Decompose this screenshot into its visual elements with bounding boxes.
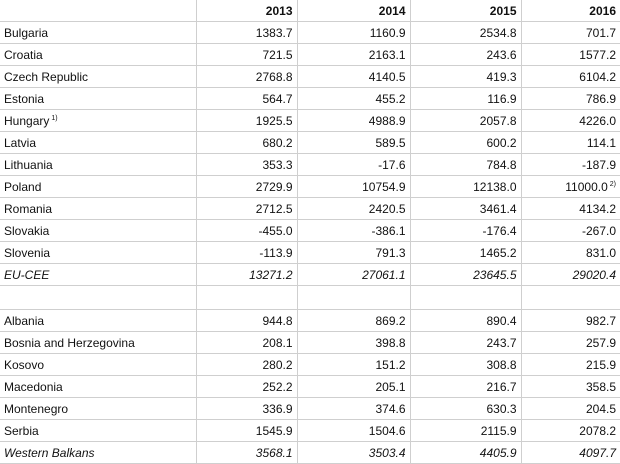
- table-row: [0, 220, 620, 242]
- country-name-cell: [0, 110, 196, 132]
- total-row-eu-cee: [0, 264, 620, 286]
- value-text: 11000.0: [565, 179, 608, 194]
- value-cell: 257.9: [521, 332, 620, 354]
- value-cell: 701.7: [521, 22, 620, 44]
- value-cell: 786.9: [521, 88, 620, 110]
- value-cell: 12138.0: [410, 176, 521, 198]
- total-value-cell: 13271.2: [196, 264, 297, 286]
- value-cell: 208.1: [196, 332, 297, 354]
- table-row: [0, 110, 620, 132]
- country-name: Albania: [0, 310, 196, 332]
- value-cell: 564.7: [196, 88, 297, 110]
- value-cell: 4140.5: [297, 66, 410, 88]
- table-row: [0, 88, 620, 110]
- value-cell: 680.2: [196, 132, 297, 154]
- value-cell: 243.6: [410, 44, 521, 66]
- country-name: Bulgaria: [0, 22, 196, 44]
- value-cell: 215.9: [521, 354, 620, 376]
- total-label: Western Balkans: [0, 442, 196, 464]
- value-cell: 243.7: [410, 332, 521, 354]
- value-cell: -176.4: [410, 220, 521, 242]
- value-cell: 280.2: [196, 354, 297, 376]
- total-value-cell: 27061.1: [297, 264, 410, 286]
- table-body: [0, 22, 620, 464]
- value-cell: 2057.8: [410, 110, 521, 132]
- table-row: [0, 132, 620, 154]
- year-header-2016: 2016: [521, 0, 620, 22]
- value-cell: 114.1: [521, 132, 620, 154]
- table-row: [0, 420, 620, 442]
- value-cell: 151.2: [297, 354, 410, 376]
- footnote-marker: 1): [51, 114, 58, 122]
- value-cell: 791.3: [297, 242, 410, 264]
- value-cell: 308.8: [410, 354, 521, 376]
- year-header-2014: 2014: [297, 0, 410, 22]
- header-corner-cell: [0, 0, 196, 22]
- country-name: Poland: [0, 176, 196, 198]
- value-cell: 784.8: [410, 154, 521, 176]
- value-cell: 1504.6: [297, 420, 410, 442]
- value-cell: 1383.7: [196, 22, 297, 44]
- value-cell: 3461.4: [410, 198, 521, 220]
- country-name: Croatia: [0, 44, 196, 66]
- spacer-cell: [410, 286, 521, 310]
- country-name: Estonia: [0, 88, 196, 110]
- value-cell: -455.0: [196, 220, 297, 242]
- table-row: [0, 198, 620, 220]
- value-cell: 374.6: [297, 398, 410, 420]
- country-name: Bosnia and Herzegovina: [0, 332, 196, 354]
- total-value-cell: 3503.4: [297, 442, 410, 464]
- value-cell: 944.8: [196, 310, 297, 332]
- value-cell: 10754.9: [297, 176, 410, 198]
- total-row-western-balkans: [0, 442, 620, 464]
- value-cell: -187.9: [521, 154, 620, 176]
- value-cell: -113.9: [196, 242, 297, 264]
- value-cell: 890.4: [410, 310, 521, 332]
- value-cell: 204.5: [521, 398, 620, 420]
- table-row: [0, 154, 620, 176]
- value-cell: 252.2: [196, 376, 297, 398]
- year-header-2015: 2015: [410, 0, 521, 22]
- value-cell: 831.0: [521, 242, 620, 264]
- country-name: Latvia: [0, 132, 196, 154]
- value-cell: 4134.2: [521, 198, 620, 220]
- table-row: [0, 354, 620, 376]
- country-name: Hungary: [4, 113, 50, 128]
- value-cell: 4988.9: [297, 110, 410, 132]
- table-row: [0, 332, 620, 354]
- value-cell: 1545.9: [196, 420, 297, 442]
- value-cell: 205.1: [297, 376, 410, 398]
- total-value-cell: 23645.5: [410, 264, 521, 286]
- country-name: Serbia: [0, 420, 196, 442]
- spacer-cell: [297, 286, 410, 310]
- country-name: Lithuania: [0, 154, 196, 176]
- value-cell: 398.8: [297, 332, 410, 354]
- value-cell: 336.9: [196, 398, 297, 420]
- total-value-cell: 29020.4: [521, 264, 620, 286]
- year-header-2013: 2013: [196, 0, 297, 22]
- value-cell: 2712.5: [196, 198, 297, 220]
- value-cell: 4226.0: [521, 110, 620, 132]
- value-cell-with-footnote: [521, 176, 620, 198]
- spacer-cell: [0, 286, 196, 310]
- value-cell: 2420.5: [297, 198, 410, 220]
- total-value-cell: 3568.1: [196, 442, 297, 464]
- country-name: Kosovo: [0, 354, 196, 376]
- country-name: Macedonia: [0, 376, 196, 398]
- value-cell: 2729.9: [196, 176, 297, 198]
- value-cell: -267.0: [521, 220, 620, 242]
- value-cell: 2115.9: [410, 420, 521, 442]
- country-name: Czech Republic: [0, 66, 196, 88]
- value-cell: -17.6: [297, 154, 410, 176]
- value-cell: 216.7: [410, 376, 521, 398]
- value-cell: 1160.9: [297, 22, 410, 44]
- country-name: Romania: [0, 198, 196, 220]
- country-name: Slovakia: [0, 220, 196, 242]
- value-cell: 455.2: [297, 88, 410, 110]
- country-name: Montenegro: [0, 398, 196, 420]
- spacer-cell: [196, 286, 297, 310]
- value-cell: 630.3: [410, 398, 521, 420]
- table-row: [0, 22, 620, 44]
- footnote-marker: 2): [609, 180, 616, 188]
- section-spacer-row: [0, 286, 620, 310]
- value-cell: 2534.8: [410, 22, 521, 44]
- value-cell: 982.7: [521, 310, 620, 332]
- value-cell: 116.9: [410, 88, 521, 110]
- table-header: [0, 0, 620, 22]
- header-row: [0, 0, 620, 22]
- table-row: [0, 376, 620, 398]
- value-cell: 600.2: [410, 132, 521, 154]
- value-cell: 869.2: [297, 310, 410, 332]
- spacer-cell: [521, 286, 620, 310]
- total-label: EU-CEE: [0, 264, 196, 286]
- country-name: Slovenia: [0, 242, 196, 264]
- table-row: [0, 398, 620, 420]
- table-row: [0, 176, 620, 198]
- value-cell: 721.5: [196, 44, 297, 66]
- value-cell: 1925.5: [196, 110, 297, 132]
- value-cell: 353.3: [196, 154, 297, 176]
- total-value-cell: 4097.7: [521, 442, 620, 464]
- value-cell: 2768.8: [196, 66, 297, 88]
- value-cell: 419.3: [410, 66, 521, 88]
- table-row: [0, 66, 620, 88]
- value-cell: 2078.2: [521, 420, 620, 442]
- total-value-cell: 4405.9: [410, 442, 521, 464]
- value-cell: 6104.2: [521, 66, 620, 88]
- value-cell: 358.5: [521, 376, 620, 398]
- value-cell: 2163.1: [297, 44, 410, 66]
- table-row: [0, 44, 620, 66]
- value-cell: 589.5: [297, 132, 410, 154]
- table-row: [0, 310, 620, 332]
- table-row: [0, 242, 620, 264]
- value-cell: 1577.2: [521, 44, 620, 66]
- value-cell: 1465.2: [410, 242, 521, 264]
- value-cell: -386.1: [297, 220, 410, 242]
